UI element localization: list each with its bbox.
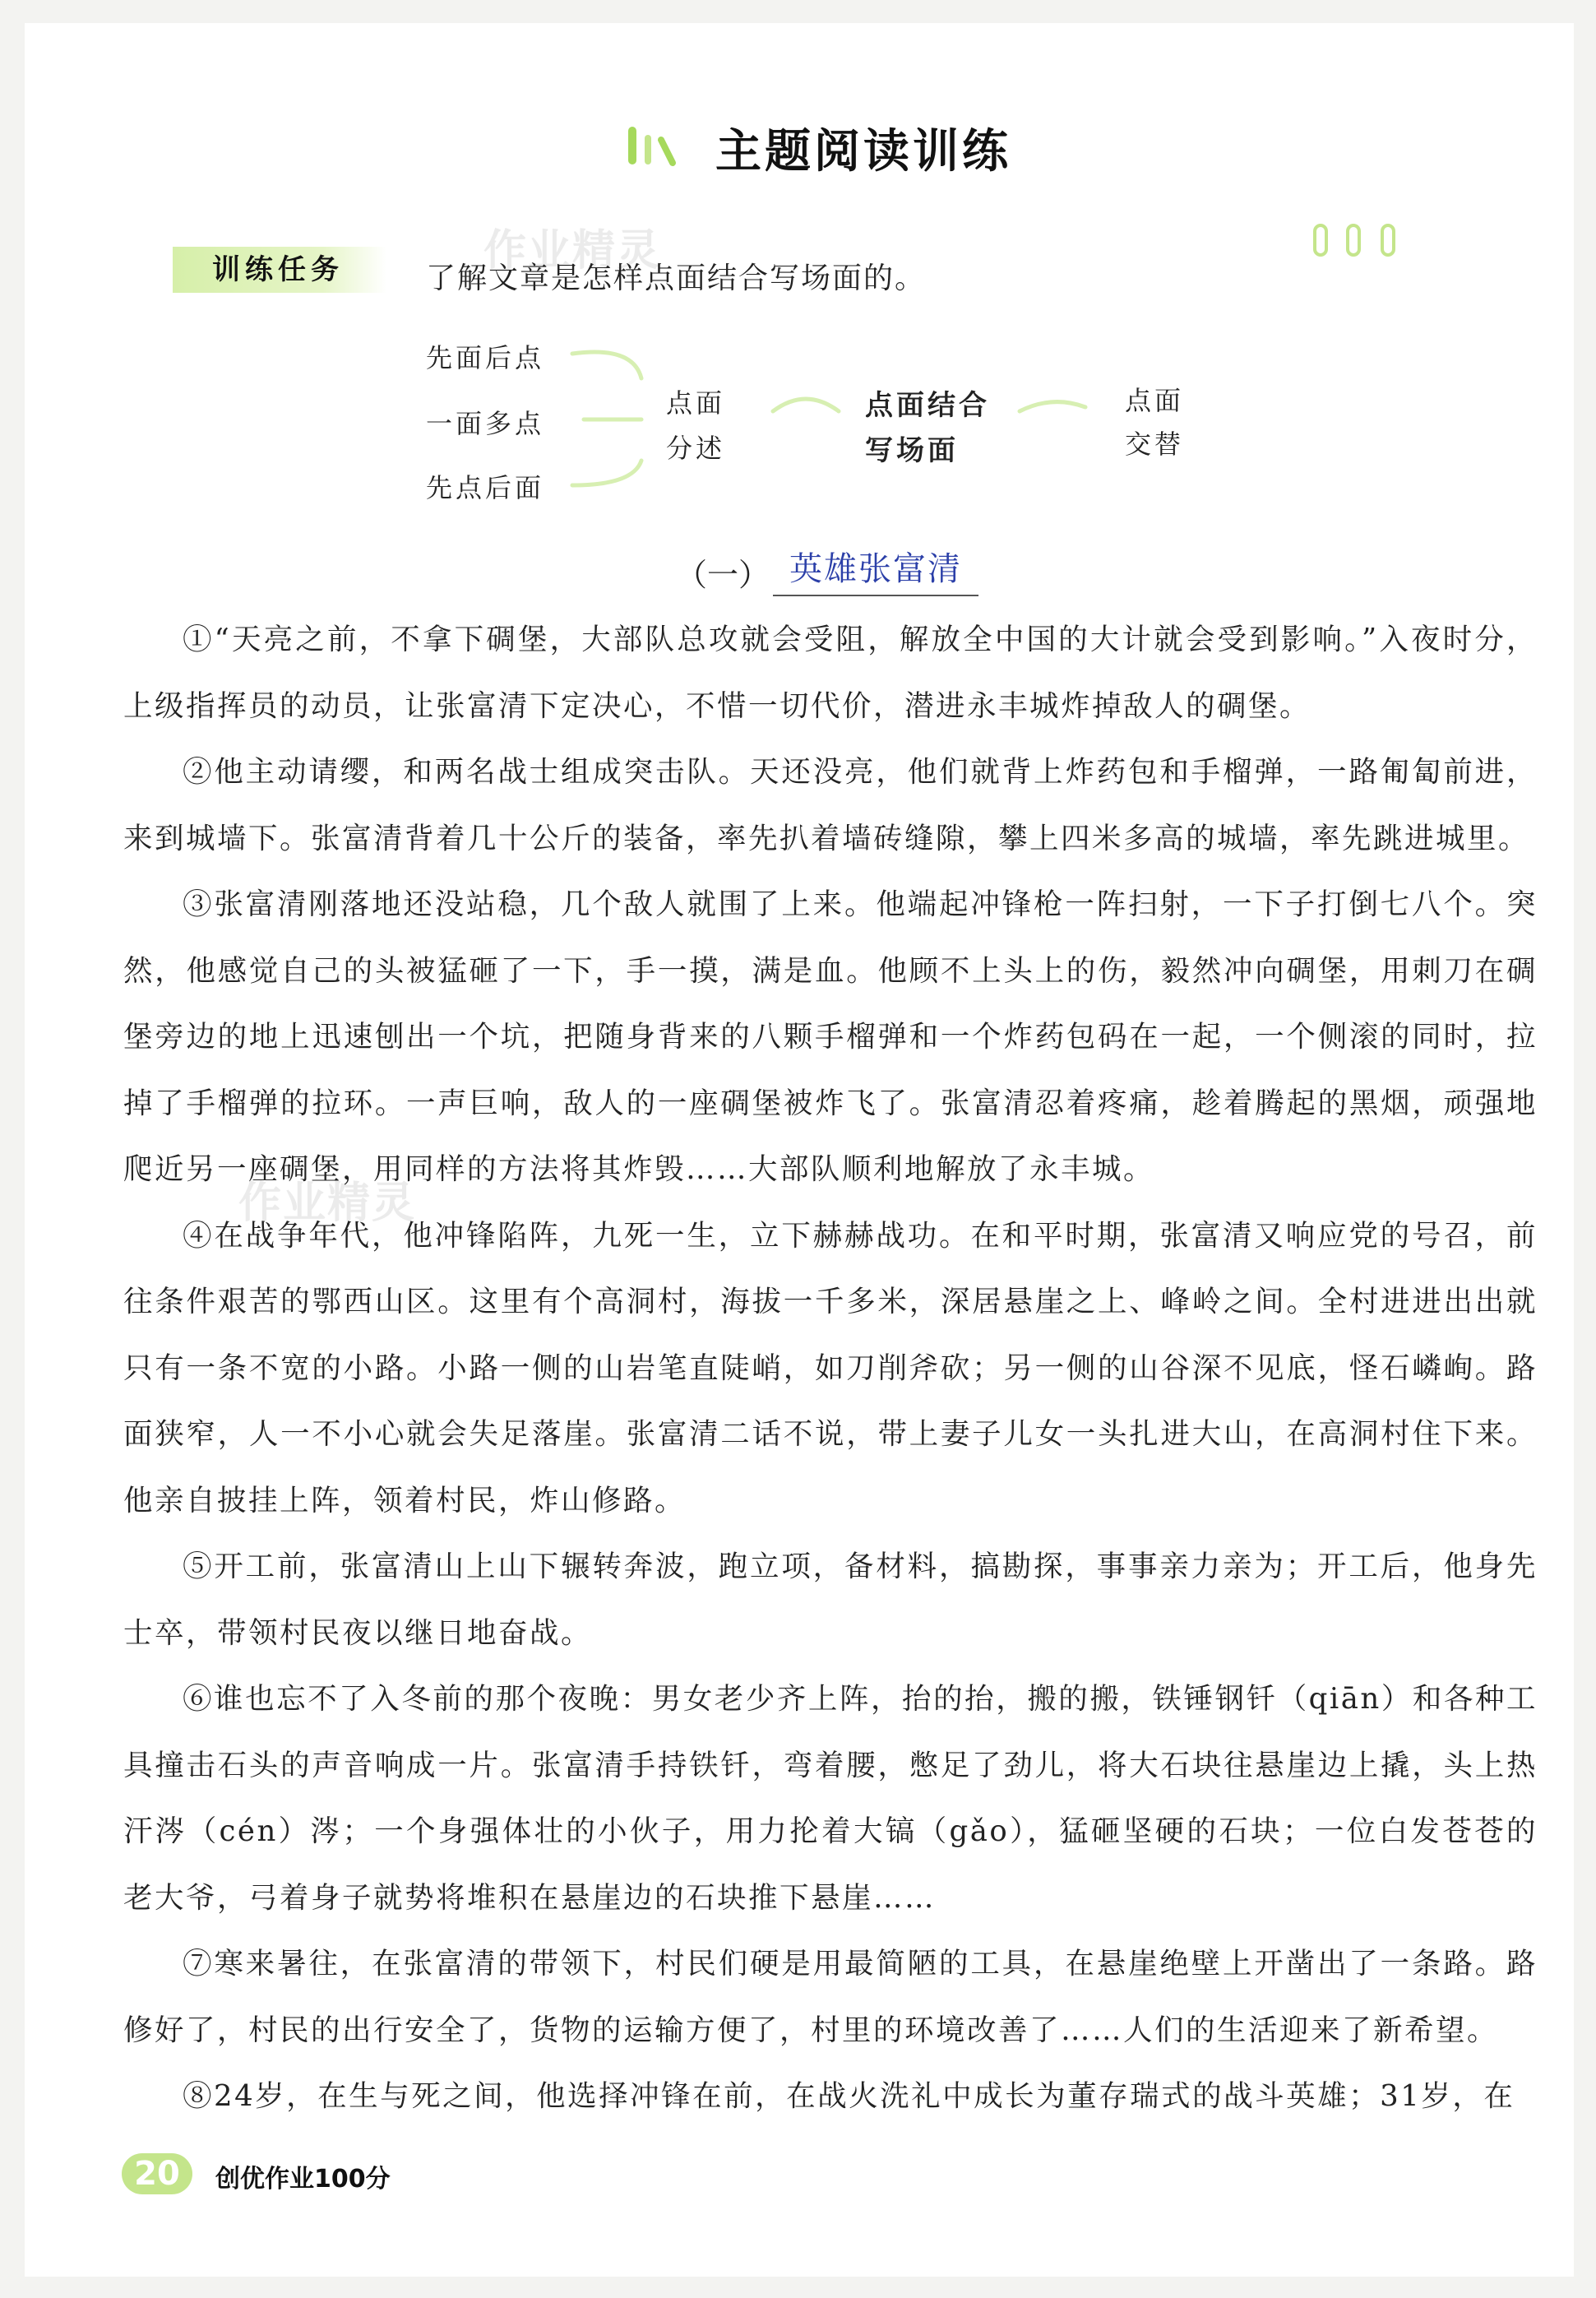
paragraph: ②他主动请缨，和两名战士组成突击队。天还没亮，他们就背上炸药包和手榴弹，一路匍匐前进，来到城墙下。张富清背着几十公斤的装备，率先扒着墙砖缝隙，攀上四米多高的城墙，率先跳进城里。 [123, 755, 1538, 855]
article-body [123, 607, 1538, 2130]
diagram-right-item: 交替 [1125, 429, 1185, 460]
paragraph: ⑥谁也忘不了入冬前的那个夜晚：男女老少齐上阵，抬的抬，搬的搬，铁锤钢钎（qiān）和各种工具撞击石头的声音响成一片。张富清手持铁钎，弯着腰，憋足了劲儿，将大石块往悬崖边上撬，头上热汗涔（cén）涔；一个身强体壮的小伙子，用力抡着大镐（gǎo），猛砸坚硬的石块；一位白发苍苍的老大爷，弓着身子就势将堆积在悬崖边的石块推下悬崖…… [123, 1682, 1538, 1915]
brand-label: 创优作业100分 [215, 2165, 391, 2194]
diagram-left-item: 一面多点 [426, 408, 545, 439]
section-title: 英雄张富清 [773, 543, 978, 596]
diagram-left-item: 先面后点 [426, 342, 545, 373]
title-decoration-icon [625, 123, 691, 173]
section-number: （一） [676, 557, 770, 593]
watermark: 作业精灵 [238, 1179, 417, 1228]
paragraph: ④在战争年代，他冲锋陷阵，九死一生，立下赫赫战功。在和平时期，张富清又响应党的号召，前往条件艰苦的鄂西山区。这里有个高洞村，海拔一千多米，深居悬崖之上、峰岭之间。全村进进出出就只有一条不宽的小路。小路一侧的山岩笔直陡峭，如刀削斧砍；另一侧的山谷深不见底，怪石嶙峋。路面狭窄，人一不小心就会失足落崖。张富清二话不说，带上妻子儿女一头扎进大山，在高洞村住下来。他亲自披挂上阵，领着村民，炸山修路。 [123, 1218, 1538, 1517]
page-title: 主题阅读训练 [715, 125, 1011, 178]
diagram-left-item: 先点后面 [426, 472, 545, 503]
diagram-middle-item: 点面 [666, 387, 726, 419]
diagram-connectors [526, 329, 1184, 493]
paragraph: ⑤开工前，张富清山上山下辗转奔波，跑立项，备材料，搞勘探，事事亲力亲为；开工后，他身先士卒，带领村民夜以继日地奋战。 [123, 1550, 1538, 1650]
diagram-center-item: 点面结合 [865, 389, 990, 422]
diagram-center-item: 写场面 [865, 434, 959, 467]
paragraph: ⑦寒来暑往，在张富清的带领下，村民们硬是用最简陋的工具，在悬崖绝壁上开凿出了一条路。路修好了，村民的出行安全了，货物的运输方便了，村里的环境改善了……人们的生活迎来了新希望。 [123, 1947, 1538, 2047]
task-tag: 训练任务 [173, 247, 386, 293]
paragraph: ⑧24岁，在生与死之间，他选择冲锋在前，在战火洗礼中成长为董存瑞式的战斗英雄；31岁，在 [183, 2079, 1515, 2113]
watermark: 作业精灵 [483, 226, 662, 276]
paragraph: ①“天亮之前，不拿下碉堡，大部队总攻就会受阻，解放全中国的大计就会受到影响。”入夜时分，上级指挥员的动员，让张富清下定决心，不惜一切代价，潜进永丰城炸掉敌人的碉堡。 [123, 623, 1538, 723]
paragraph: ③张富清刚落地还没站稳，几个敌人就围了上来。他端起冲锋枪一阵扫射，一下子打倒七八个。突然，他感觉自己的头被猛砸了一下，手一摸，满是血。他顾不上头上的伤，毅然冲向碉堡，用刺刀在碉堡旁边的地上迅速刨出一个坑，把随身背来的八颗手榴弹和一个炸药包码在一起，一个侧滚的同时，拉掉了手榴弹的拉环。一声巨响，敌人的一座碉堡被炸飞了。张富清忍着疼痛，趁着腾起的黑烟，顽强地爬近另一座碉堡，用同样的方法将其炸毁……大部队顺利地解放了永丰城。 [123, 887, 1538, 1186]
task-text: 了解文章是怎样点面结合写场面的。 [426, 262, 927, 295]
decorative-marks-icon [1311, 220, 1410, 262]
diagram-middle-item: 分述 [666, 433, 726, 464]
diagram-right-item: 点面 [1125, 385, 1185, 416]
page-number: 20 [122, 2153, 192, 2194]
